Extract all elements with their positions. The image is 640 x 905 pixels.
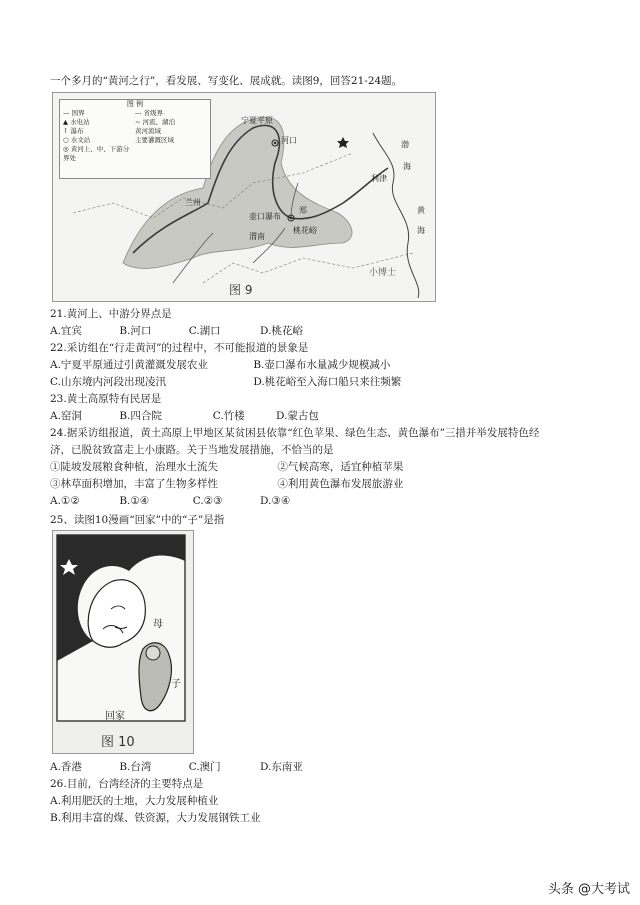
mother-label: 母 [153, 619, 163, 630]
map-label: 渤 [401, 140, 409, 149]
q24-item-3: ③林草面积增加，丰富了生物多样性 [50, 478, 218, 490]
map-label: 郑 [299, 206, 307, 215]
q24-stem-line1: 24.据采访组报道，黄土高原上甲地区某贫困县依靠“红色苹果、绿色生态、黄色瀑布”三措并举发展特色经 [50, 427, 540, 439]
legend-item: ↑ 瀑布 [63, 127, 84, 135]
q24-options [50, 494, 290, 508]
legend-item: 主要灌溉区域 [135, 136, 174, 144]
map-label: 海 [417, 226, 425, 235]
q23-option-d: D.蒙古包 [276, 410, 319, 422]
map-label: 黄 [417, 206, 425, 215]
map-label: 宁夏平原 [241, 116, 273, 125]
legend-item: ▲ 水电站 [63, 118, 90, 126]
child-label: 子 [171, 679, 181, 690]
map-label: 海 [403, 162, 411, 171]
q24-items-row2 [50, 477, 403, 491]
q24-option-c: C.②③ [192, 495, 223, 507]
q25-stem: 25、读图10漫画“回家”中的“子”是指 [50, 514, 225, 526]
q25-options [50, 760, 303, 774]
legend-item: — 国界 [63, 109, 85, 117]
legend-title: 图 例 [126, 100, 144, 108]
q21-option-b: B.河口 [119, 325, 152, 337]
q24-option-a: A.①② [50, 495, 80, 507]
q22-option-c: C.山东境内河段出现凌汛 [50, 376, 166, 388]
cartoon-title: 回家 [105, 711, 125, 722]
legend-item: --- 省级界 [135, 109, 164, 117]
q24-stem-line2: 济，已脱贫致富走上小康路。关于当地发展措施，不恰当的是 [50, 444, 334, 456]
q23-options [50, 409, 319, 423]
q24-item-4: ④利用黄色瀑布发展旅游业 [277, 478, 404, 490]
q22-stem: 22.采访组在“行走黄河”的过程中，不可能报道的景象是 [50, 342, 309, 354]
intro-text: 一个多月的“黄河之行”，看发展、写变化、展成就。读图9，回答21-24题。 [50, 75, 403, 87]
q21-stem: 21.黄河上、中游分界点是 [50, 308, 172, 320]
watermark: 头条 @大考试 [547, 882, 630, 897]
stamp-text: 小博士 [369, 268, 397, 278]
q21-option-d: D.桃花峪 [260, 325, 303, 337]
figure-9-caption: 图 9 [229, 283, 253, 297]
q22-option-b: B.壶口瀑布水量减少规模减小 [253, 359, 391, 371]
legend-item: ~ 河流、湖泊 [135, 118, 176, 126]
q21-option-a: A.宜宾 [50, 325, 82, 337]
map-label: 渭南 [249, 232, 265, 241]
q23-option-b: B.四合院 [119, 410, 162, 422]
q23-option-a: A.窑洞 [50, 410, 82, 422]
figure-10-caption: 图 10 [101, 735, 135, 750]
legend-item: ○ 水文站 [63, 136, 91, 144]
figure-9-map [52, 92, 436, 302]
figure-10-cartoon [52, 530, 194, 754]
q22-option-a: A.宁夏平原通过引黄灌溉发展农业 [50, 359, 208, 371]
map-label: 壶口瀑布 [249, 212, 281, 221]
q22-option-d: D.桃花峪至入海口船只来往频繁 [253, 376, 402, 388]
q26-option-b: B.利用丰富的煤、铁资源，大力发展钢铁工业 [50, 812, 261, 824]
map-legend [59, 99, 211, 179]
q26-stem: 26.目前，台湾经济的主要特点是 [50, 778, 204, 790]
q24-item-2: ②气候高寒，适宜种植苹果 [277, 461, 404, 473]
q22-options-row1 [50, 358, 390, 372]
legend-item: ◎ 黄河上、中、下游分界处 [63, 145, 130, 162]
q21-option-c: C.湖口 [188, 325, 221, 337]
q22-options-row2 [50, 375, 401, 389]
q24-option-d: D.③④ [260, 495, 291, 507]
map-label: 兰州 [185, 198, 201, 207]
map-label: 利津 [371, 174, 387, 183]
q23-option-c: C.竹楼 [212, 410, 245, 422]
q24-option-b: B.①④ [119, 495, 150, 507]
q24-items-row1 [50, 460, 403, 474]
q23-stem: 23.黄土高原特有民居是 [50, 393, 162, 405]
q26-option-a: A.利用肥沃的土地，大力发展种植业 [50, 795, 219, 807]
legend-item: 黄河流域 [135, 127, 161, 135]
q25-option-d: D.东南亚 [260, 761, 303, 773]
q25-option-c: C.澳门 [188, 761, 221, 773]
q24-item-1: ①陡坡发展粮食种植，治理水土流失 [50, 461, 218, 473]
q25-option-b: B.台湾 [119, 761, 152, 773]
map-label: 桃花峪 [293, 226, 317, 235]
q21-options [50, 324, 303, 338]
q25-option-a: A.香港 [50, 761, 82, 773]
map-label: 河口 [281, 136, 297, 145]
